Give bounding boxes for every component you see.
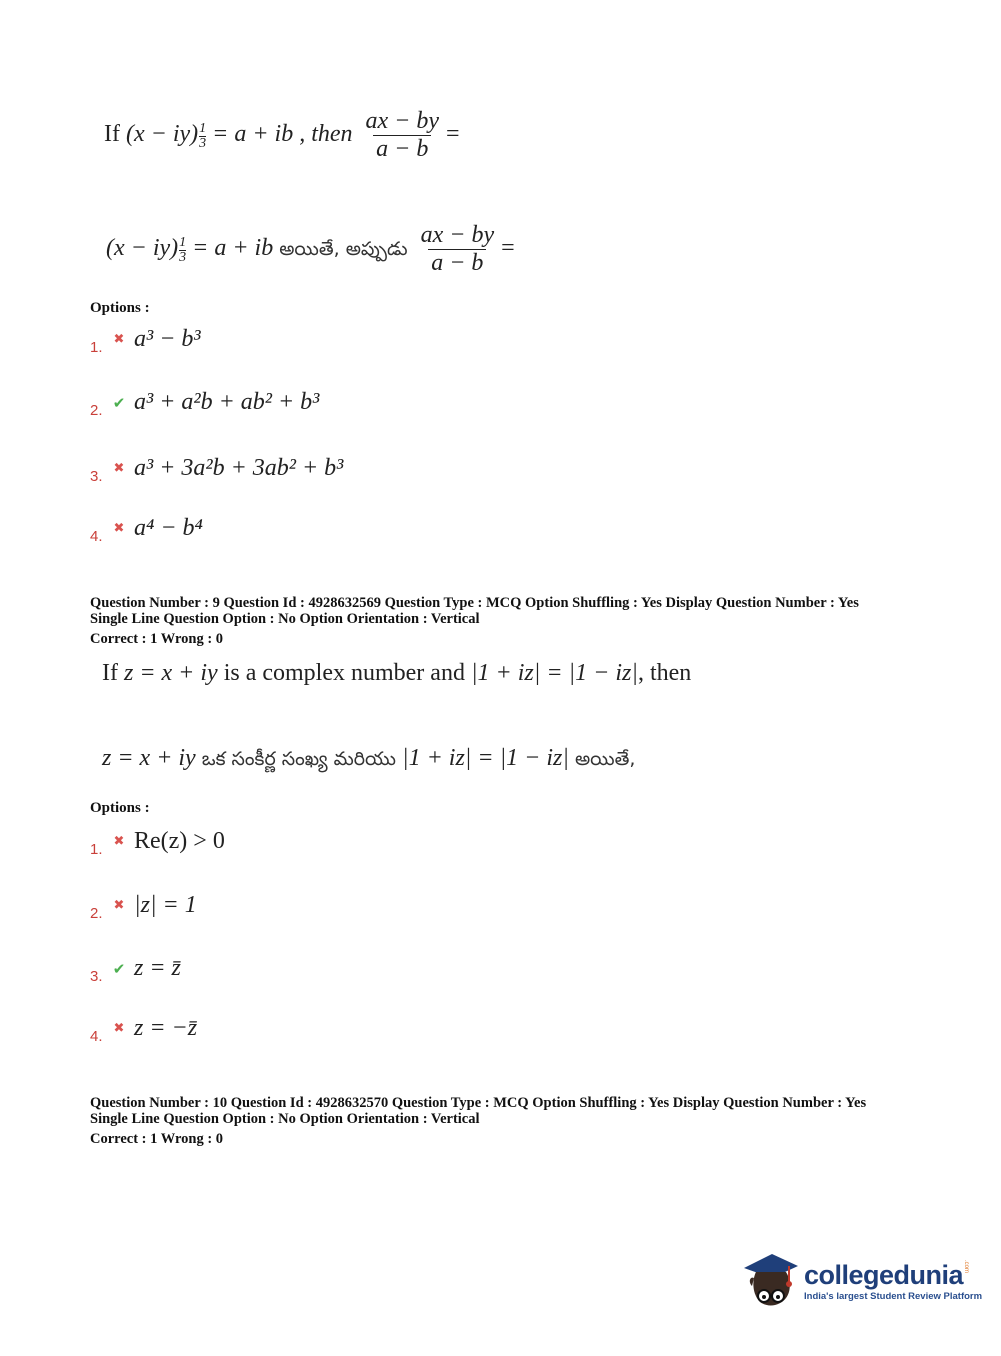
q9-te-math-z: z = x + iy bbox=[102, 745, 196, 771]
q8-te-exponent-den: 3 bbox=[179, 250, 187, 266]
option-text: a³ − b³ bbox=[134, 326, 201, 352]
q8-option-1[interactable] bbox=[90, 323, 201, 356]
option-text: z = −z̄ bbox=[134, 1015, 198, 1041]
q8-te-fraction-num: ax − by bbox=[420, 222, 495, 248]
option-text: a⁴ − b⁴ bbox=[134, 515, 203, 541]
q10-meta-line-3: Correct : 1 Wrong : 0 bbox=[90, 1131, 224, 1147]
q8-option-2[interactable] bbox=[90, 386, 319, 419]
q9-meta-line-2: Single Line Question Option : No Option Orientation : Vertical bbox=[90, 611, 480, 627]
q9-te-words-b: అయితే, bbox=[574, 748, 636, 770]
option-number: 1. bbox=[90, 841, 103, 858]
option-text: a³ + 3a²b + 3ab² + b³ bbox=[134, 455, 344, 481]
q8-fraction-den: a − b bbox=[373, 135, 431, 163]
q8-rhs: = a + ib , then bbox=[212, 121, 353, 148]
option-text: z = z̄ bbox=[134, 955, 181, 981]
wrong-icon: ✖ bbox=[113, 898, 125, 913]
option-number: 4. bbox=[90, 528, 103, 545]
option-number: 3. bbox=[90, 968, 103, 985]
q8-if-word: If bbox=[104, 121, 120, 148]
q8-te-equals: = bbox=[501, 235, 515, 262]
q9-text-if: If bbox=[102, 660, 118, 686]
q10-meta-line-2: Single Line Question Option : No Option Orientation : Vertical bbox=[90, 1111, 480, 1127]
option-number: 3. bbox=[90, 468, 103, 485]
wrong-icon: ✖ bbox=[113, 332, 125, 347]
q8-telugu-statement bbox=[106, 222, 515, 277]
q8-exponent bbox=[199, 122, 206, 151]
logo-wordmark: collegedunia bbox=[804, 1260, 964, 1290]
q9-text-then: , then bbox=[637, 660, 692, 686]
wrong-icon: ✖ bbox=[113, 521, 125, 536]
wrong-icon: ✖ bbox=[113, 461, 125, 476]
q10-meta-line-1: Question Number : 10 Question Id : 4928632570 Question Type : MCQ Option Shuffling : Yes Display Question Number : Yes bbox=[90, 1095, 867, 1111]
q8-fraction-num: ax − by bbox=[365, 108, 440, 134]
option-number: 2. bbox=[90, 402, 103, 419]
q8-option-4[interactable] bbox=[90, 512, 203, 545]
q9-option-2[interactable] bbox=[90, 889, 197, 922]
q8-fraction bbox=[363, 108, 443, 163]
check-icon: ✔ bbox=[112, 393, 126, 412]
q8-te-exponent bbox=[179, 236, 186, 265]
q8-english-statement bbox=[104, 108, 460, 163]
q8-options-label: Options : bbox=[90, 300, 150, 316]
q9-telugu-statement bbox=[102, 745, 635, 775]
q9-te-words-a: ఒక సంకీర్ణ సంఖ్య మరియు bbox=[201, 748, 396, 770]
wrong-icon: ✖ bbox=[113, 1021, 125, 1036]
q9-te-math-modulus: |1 + iz| = |1 − iz| bbox=[401, 745, 569, 771]
option-number: 1. bbox=[90, 339, 103, 356]
q9-meta-line-3: Correct : 1 Wrong : 0 bbox=[90, 631, 224, 647]
option-text: a³ + a²b + ab² + b³ bbox=[134, 389, 320, 415]
q9-meta bbox=[90, 595, 859, 647]
q9-option-4[interactable] bbox=[90, 1012, 197, 1045]
q9-option-1[interactable] bbox=[90, 825, 225, 858]
q8-te-rhs: = a + ib bbox=[192, 235, 274, 262]
option-number: 2. bbox=[90, 905, 103, 922]
q9-math-modulus: |1 + iz| = |1 − iz| bbox=[470, 660, 638, 686]
q8-equals: = bbox=[446, 121, 460, 148]
collegedunia-logo[interactable] bbox=[742, 1250, 982, 1312]
option-text: |z| = 1 bbox=[134, 892, 197, 918]
q9-options-label: Options : bbox=[90, 800, 150, 816]
logo-tagline: India's largest Student Review Platform bbox=[804, 1291, 983, 1302]
mascot-icon bbox=[742, 1250, 800, 1312]
logo-com: .com bbox=[963, 1260, 970, 1274]
q8-te-words: అయితే, అప్పుడు bbox=[279, 238, 408, 261]
q8-exponent-den: 3 bbox=[199, 136, 207, 152]
q8-exponent-num: 1 bbox=[199, 121, 207, 137]
q9-math-z: z = x + iy bbox=[123, 660, 218, 686]
check-icon: ✔ bbox=[112, 959, 126, 978]
q10-meta bbox=[90, 1095, 866, 1147]
q9-text-middle: is a complex number and bbox=[223, 660, 465, 686]
q9-english-statement bbox=[102, 660, 691, 687]
q8-te-fraction-den: a − b bbox=[428, 249, 486, 277]
q8-option-3[interactable] bbox=[90, 452, 343, 485]
option-number: 4. bbox=[90, 1028, 103, 1045]
wrong-icon: ✖ bbox=[113, 834, 125, 849]
q8-te-base-expr: (x − iy) bbox=[106, 235, 179, 262]
q9-option-3[interactable] bbox=[90, 952, 181, 985]
q8-te-fraction bbox=[418, 222, 498, 277]
option-text: Re(z) > 0 bbox=[134, 828, 225, 854]
q8-te-exponent-num: 1 bbox=[179, 235, 187, 251]
q9-meta-line-1: Question Number : 9 Question Id : 4928632569 Question Type : MCQ Option Shuffling : Yes Display Question Number : Yes bbox=[90, 595, 859, 611]
q8-base-expr: (x − iy) bbox=[125, 121, 199, 148]
logo-text-block bbox=[804, 1260, 982, 1302]
